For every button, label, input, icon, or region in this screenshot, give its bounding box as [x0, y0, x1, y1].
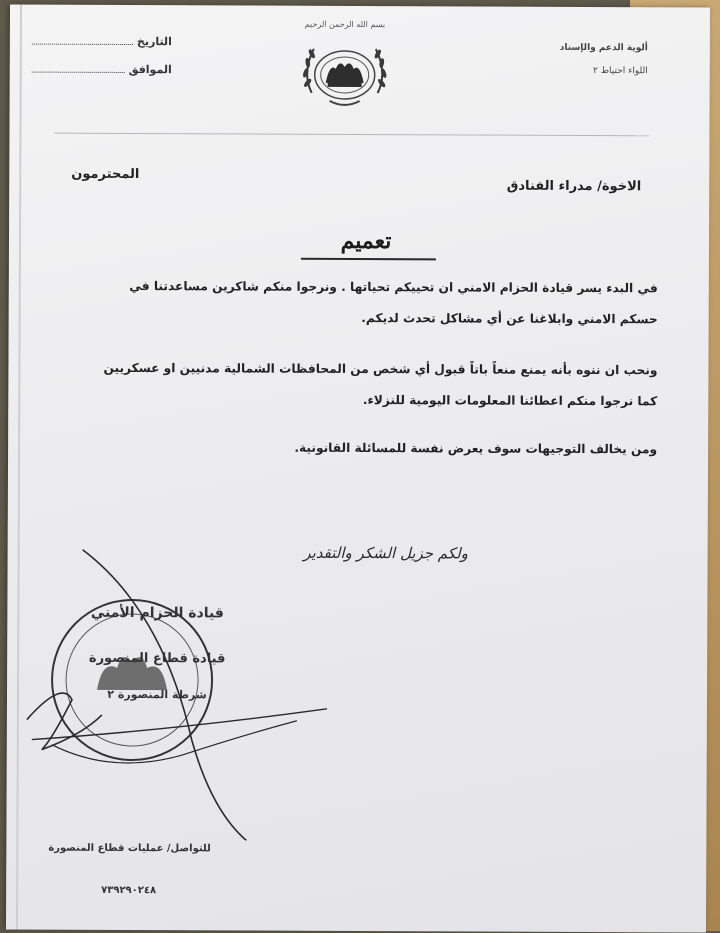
corresponding-row [32, 63, 172, 77]
date-dotted-line [32, 35, 133, 45]
letterhead-org [560, 43, 648, 76]
basmala-text: بسم الله الرحمن الرحيم [304, 19, 386, 30]
header-divider [54, 133, 649, 137]
brigade-name: اللواء احتياط ٢ [592, 66, 648, 77]
org-name: ألوية الدعم والإسناد [559, 42, 648, 54]
memo-paragraph-2 [82, 357, 657, 413]
memo-line: في البدء يسر قيادة الحزام الامني ان تحييكم تحياتها . ونرجوا منكم شاكرين مساعدتنا في [129, 279, 658, 296]
signatory-line-2: قيادة قطاع المنصورة [88, 650, 226, 667]
signatory-line-3: شرطة المنصورة ٢ [107, 687, 207, 702]
laurel-emblem-icon [290, 33, 400, 113]
memo-paragraph-1 [83, 275, 658, 331]
title-underline [301, 258, 436, 261]
memo-line: كما نرجوا منكم اعطائنا المعلومات اليومية للنزلاء. [362, 393, 658, 409]
memo-line: حسكم الامني وابلاغنا عن أي مشاكل تحدث لديكم. [361, 311, 658, 327]
recipient-line: الاخوة/ مدراء الفنادق [506, 178, 642, 195]
corresponding-dotted-line [32, 63, 125, 73]
memo-line: ونحب ان ننوه بأنه يمنع منعاً باتاً قبول أي شخص من المحافظات الشمالية مدنيين او عسكريين [103, 360, 658, 378]
closing-greeting: ولكم جزيل الشكر والتقدير [303, 543, 468, 563]
memo-paragraph-3 [82, 436, 657, 461]
date-fields [32, 35, 172, 92]
contact-phone: ٧٣٩٢٩٠٢٤٨ [101, 884, 157, 897]
date-row [32, 35, 172, 49]
date-label: التاريخ [136, 35, 172, 49]
memo-sheet [6, 4, 710, 932]
contact-label: للتواصل/ عمليات قطاع المنصورة [48, 842, 211, 855]
signature-block [57, 605, 257, 702]
memo-line: ومن يخالف التوجيهات سوف يعرض نفسة للمسائلة القانونية. [294, 440, 658, 457]
honorific: المحترمون [71, 166, 140, 183]
signatory-line-1: قيادة الحزام الأمني [90, 604, 224, 622]
memo-title: تعميم [340, 227, 392, 255]
corresponding-label: الموافق [128, 62, 172, 77]
letterhead-center [270, 20, 420, 114]
